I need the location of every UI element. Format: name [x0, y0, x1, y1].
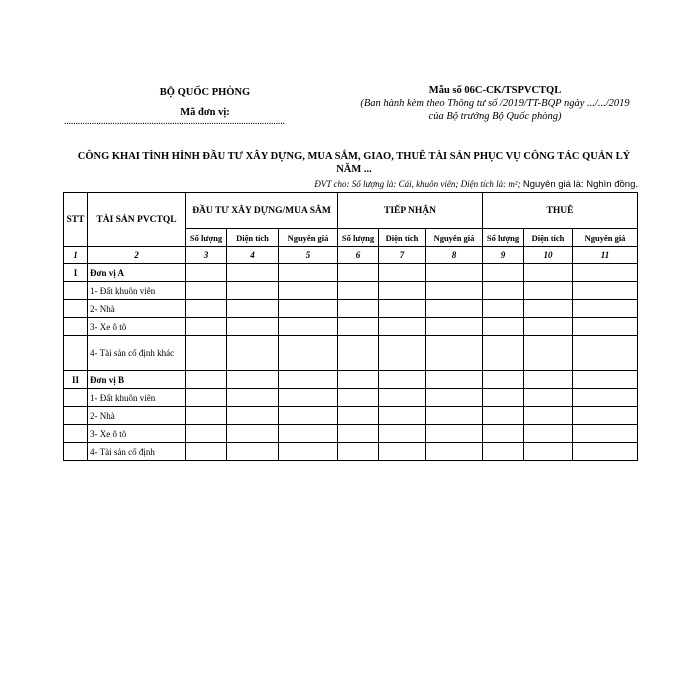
header-group-investment: ĐẦU TƯ XÂY DỰNG/MUA SẮM — [186, 193, 338, 229]
empty-cell — [426, 407, 483, 425]
empty-cell — [186, 407, 227, 425]
table-row — [64, 443, 638, 461]
table-row — [64, 336, 638, 371]
row-stt — [64, 318, 88, 336]
header-group-receive: TIẾP NHẬN — [338, 193, 483, 229]
empty-cell — [524, 282, 573, 300]
empty-cell — [338, 300, 379, 318]
empty-cell — [426, 300, 483, 318]
column-number: 10 — [524, 247, 573, 264]
row-stt: II — [64, 371, 88, 389]
subheader-cost: Nguyên giá — [279, 229, 338, 247]
table-row — [64, 318, 638, 336]
row-asset-name: 2- Nhà — [88, 300, 186, 318]
empty-cell — [483, 443, 524, 461]
subheader-area: Diện tích — [379, 229, 426, 247]
subheader-area: Diện tích — [524, 229, 573, 247]
empty-cell — [483, 371, 524, 389]
empty-cell — [227, 407, 279, 425]
empty-cell — [379, 425, 426, 443]
empty-cell — [227, 264, 279, 282]
empty-cell — [426, 282, 483, 300]
empty-cell — [379, 389, 426, 407]
empty-cell — [379, 300, 426, 318]
column-number: 1 — [64, 247, 88, 264]
unit-code-dots: ................................................................................................ — [64, 116, 285, 127]
empty-cell — [279, 318, 338, 336]
empty-cell — [227, 300, 279, 318]
empty-cell — [524, 425, 573, 443]
asset-table — [63, 192, 638, 461]
empty-cell — [573, 300, 638, 318]
row-stt — [64, 282, 88, 300]
row-asset-name: 4- Tài sản cố định — [88, 443, 186, 461]
column-number: 5 — [279, 247, 338, 264]
empty-cell — [186, 318, 227, 336]
empty-cell — [186, 300, 227, 318]
empty-cell — [573, 282, 638, 300]
empty-cell — [379, 264, 426, 282]
empty-cell — [279, 407, 338, 425]
row-asset-name: 3- Xe ô tô — [88, 318, 186, 336]
empty-cell — [426, 443, 483, 461]
subheader-cost: Nguyên giá — [573, 229, 638, 247]
unit-note-plain: Nguyên giá là: Nghìn đồng. — [522, 179, 638, 190]
empty-cell — [573, 407, 638, 425]
empty-cell — [338, 425, 379, 443]
empty-cell — [227, 371, 279, 389]
empty-cell — [524, 318, 573, 336]
empty-cell — [227, 336, 279, 371]
empty-cell — [338, 407, 379, 425]
table-row — [64, 425, 638, 443]
empty-cell — [338, 282, 379, 300]
table-row — [64, 282, 638, 300]
unit-code-label: Mã đơn vị: — [180, 107, 230, 118]
row-asset-name: 4- Tài sản cố định khác — [88, 336, 186, 371]
column-number: 3 — [186, 247, 227, 264]
column-number-row — [64, 247, 638, 264]
column-number: 4 — [227, 247, 279, 264]
empty-cell — [338, 443, 379, 461]
empty-cell — [426, 318, 483, 336]
empty-cell — [483, 264, 524, 282]
empty-cell — [524, 336, 573, 371]
empty-cell — [379, 371, 426, 389]
column-number: 2 — [88, 247, 186, 264]
empty-cell — [524, 300, 573, 318]
empty-cell — [426, 371, 483, 389]
row-stt: I — [64, 264, 88, 282]
subheader-qty: Số lượng — [483, 229, 524, 247]
subheader-area: Diện tích — [227, 229, 279, 247]
empty-cell — [426, 389, 483, 407]
table-row — [64, 371, 638, 389]
empty-cell — [338, 318, 379, 336]
empty-cell — [379, 407, 426, 425]
empty-cell — [227, 425, 279, 443]
empty-cell — [186, 389, 227, 407]
row-stt — [64, 443, 88, 461]
subheader-qty: Số lượng — [186, 229, 227, 247]
empty-cell — [426, 425, 483, 443]
empty-cell — [279, 264, 338, 282]
empty-cell — [573, 425, 638, 443]
empty-cell — [483, 425, 524, 443]
empty-cell — [483, 300, 524, 318]
empty-cell — [379, 282, 426, 300]
subheader-qty: Số lượng — [338, 229, 379, 247]
document-title: CÔNG KHAI TÌNH HÌNH ĐẦU TƯ XÂY DỰNG, MUA SẮM, GIAO, THUÊ TÀI SẢN PHỤC VỤ CÔNG TÁC QUẢN LÝ NĂM ... — [77, 151, 631, 175]
unit-note-italic: ĐVT cho: Số lượng là: Cái, khuôn viên; Diện tích là: m²; — [314, 179, 523, 189]
empty-cell — [573, 318, 638, 336]
header-group-rent: THUÊ — [483, 193, 638, 229]
empty-cell — [573, 336, 638, 371]
row-group-name: Đơn vị A — [88, 264, 186, 282]
empty-cell — [573, 443, 638, 461]
table-row — [64, 264, 638, 282]
empty-cell — [186, 264, 227, 282]
empty-cell — [483, 407, 524, 425]
empty-cell — [483, 282, 524, 300]
empty-cell — [279, 300, 338, 318]
column-number: 11 — [573, 247, 638, 264]
empty-cell — [379, 318, 426, 336]
empty-cell — [186, 443, 227, 461]
table-row — [64, 389, 638, 407]
empty-cell — [379, 443, 426, 461]
empty-cell — [186, 336, 227, 371]
issued-line-1: (Ban hành kèm theo Thông tư số /2019/TT-BQP ngày .../.../2019 — [360, 98, 630, 109]
empty-cell — [524, 407, 573, 425]
empty-cell — [483, 318, 524, 336]
empty-cell — [186, 371, 227, 389]
empty-cell — [279, 443, 338, 461]
empty-cell — [227, 282, 279, 300]
empty-cell — [279, 282, 338, 300]
empty-cell — [573, 371, 638, 389]
empty-cell — [279, 371, 338, 389]
unit-note — [64, 179, 638, 190]
row-asset-name: 1- Đất khuôn viên — [88, 282, 186, 300]
header-right — [345, 84, 645, 123]
empty-cell — [524, 371, 573, 389]
empty-cell — [279, 389, 338, 407]
column-number: 9 — [483, 247, 524, 264]
ministry-name: BỘ QUỐC PHÒNG — [159, 87, 251, 98]
empty-cell — [338, 371, 379, 389]
empty-cell — [186, 425, 227, 443]
empty-cell — [573, 389, 638, 407]
form-number: Mẫu số 06C-CK/TSPVCTQL — [428, 85, 562, 96]
column-number: 6 — [338, 247, 379, 264]
empty-cell — [573, 264, 638, 282]
row-stt — [64, 407, 88, 425]
column-number: 7 — [379, 247, 426, 264]
subheader-cost: Nguyên giá — [426, 229, 483, 247]
row-stt — [64, 336, 88, 371]
empty-cell — [524, 443, 573, 461]
empty-cell — [186, 282, 227, 300]
empty-cell — [483, 336, 524, 371]
row-stt — [64, 300, 88, 318]
empty-cell — [483, 389, 524, 407]
empty-cell — [227, 443, 279, 461]
column-number: 8 — [426, 247, 483, 264]
empty-cell — [379, 336, 426, 371]
empty-cell — [338, 389, 379, 407]
empty-cell — [524, 389, 573, 407]
empty-cell — [338, 264, 379, 282]
header-asset: TÀI SẢN PVCTQL — [88, 193, 186, 247]
empty-cell — [279, 425, 338, 443]
empty-cell — [227, 318, 279, 336]
empty-cell — [524, 264, 573, 282]
empty-cell — [338, 336, 379, 371]
row-stt — [64, 425, 88, 443]
row-asset-name: 2- Nhà — [88, 407, 186, 425]
row-asset-name: 3- Xe ô tô — [88, 425, 186, 443]
empty-cell — [279, 336, 338, 371]
row-asset-name: 1- Đất khuôn viên — [88, 389, 186, 407]
row-group-name: Đơn vị B — [88, 371, 186, 389]
row-stt — [64, 389, 88, 407]
empty-cell — [426, 264, 483, 282]
table-row — [64, 407, 638, 425]
header-stt: STT — [64, 193, 88, 247]
empty-cell — [426, 336, 483, 371]
issued-line-2: của Bộ trưởng Bộ Quốc phòng) — [428, 111, 562, 122]
table-row — [64, 300, 638, 318]
empty-cell — [227, 389, 279, 407]
